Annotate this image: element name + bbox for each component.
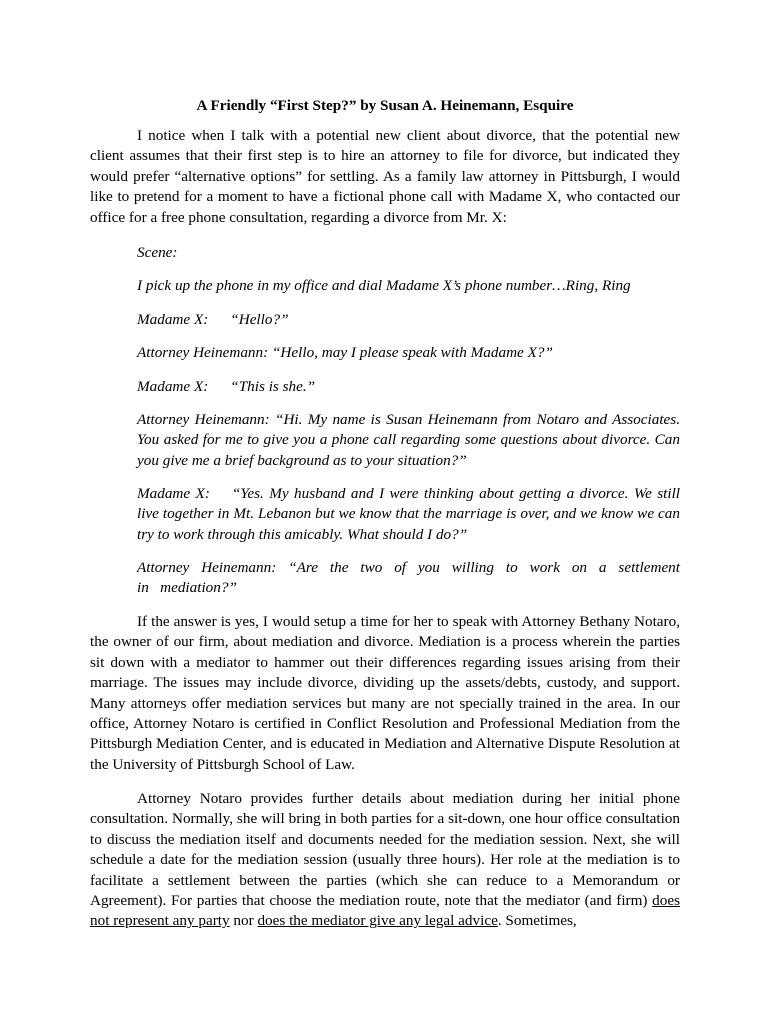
dialogue-line	[137, 410, 680, 471]
dialogue-speaker: Attorney Heinemann:	[137, 559, 277, 576]
scene-heading: Scene:	[137, 244, 178, 261]
scene-action: I pick up the phone in my office and dial Madame X’s phone number…Ring, Ring	[137, 277, 631, 294]
dialogue-line	[137, 484, 680, 545]
no-representation-text: does not represent any party	[90, 892, 680, 930]
document-title: A Friendly “First Step?” by Susan A. Heinemann, Esquire	[196, 97, 574, 114]
mediation-paragraph: If the answer is yes, I would setup a time for her to speak with Attorney Bethany Notaro, the owner of our firm, about mediation and divorce. Mediation is a process wherein the parties sit down with a mediator to hammer out their differences regarding issues arising from their marriage. The issues may include divorce, dividing up the assets/debts, custody, and support. Many attorneys offer mediation services but many are not specially trained in the area. In our office, Attorney Notaro is certified in Conflict Resolution and Professional Mediation from the Pittsburgh Mediation Center, and is educated in Mediation and Alternative Dispute Resolution at the University of Pittsburgh School of Law.	[90, 613, 680, 773]
dialogue-line	[137, 343, 680, 363]
dialogue-speaker: Madame X:	[137, 378, 209, 395]
no-legal-advice-text: does the mediator give any legal advice	[257, 912, 498, 930]
dialogue-text: “Are the two of you willing to work on a settlement in mediation?”	[137, 559, 680, 597]
dialogue-text: “Hello, may I please speak with Madame X?”	[271, 344, 553, 361]
dialogue-line	[137, 558, 680, 599]
dialogue-speaker: Attorney Heinemann:	[137, 344, 269, 361]
dialogue-line	[137, 310, 680, 330]
details-paragraph: Attorney Notaro provides further details about mediation during her initial phone consultation. Normally, she will bring in both parties for a sit-down, one hour office consultation to discuss the mediation itself and documents needed for the mediation session. Next, she will schedule a date for the mediation session (usually three hours). Her role at the mediation is to facilitate a settlement between the parties (which she can reduce to a Memorandum or Agreement). For parties that choose the mediation route, note that the mediator (and firm) does not represent any party nor does the mediator give any legal advice. Sometimes,	[90, 790, 680, 930]
dialogue-text: “Yes. My husband and I were thinking about getting a divorce. We still live together in Mt. Lebanon but we know that the marriage is over, and we know we can try to work through this amicably. What should I do?”	[137, 485, 681, 543]
dialogue-text: “Hello?”	[230, 311, 289, 328]
dialogue-line	[137, 377, 680, 397]
intro-paragraph: I notice when I talk with a potential new client about divorce, that the potential new client assumes that their first step is to hire an attorney to file for divorce, but indicated they would prefer “alternative options” for settling. As a family law attorney in Pittsburgh, I would like to pretend for a moment to have a fictional phone call with Madame X, who contacted our office for a free phone consultation, regarding a divorce from Mr. X:	[90, 127, 680, 226]
dialogue-speaker: Madame X:	[137, 485, 210, 502]
dialogue-text: “Hi. My name is Susan Heinemann from Notaro and Associates. You asked for me to give you a phone call regarding some questions about divorce. Can you give me a brief background as to your situation?”	[137, 411, 680, 469]
dialogue-speaker: Attorney Heinemann:	[137, 411, 270, 428]
dialogue-speaker: Madame X:	[137, 311, 209, 328]
dialogue-text: “This is she.”	[230, 378, 316, 395]
